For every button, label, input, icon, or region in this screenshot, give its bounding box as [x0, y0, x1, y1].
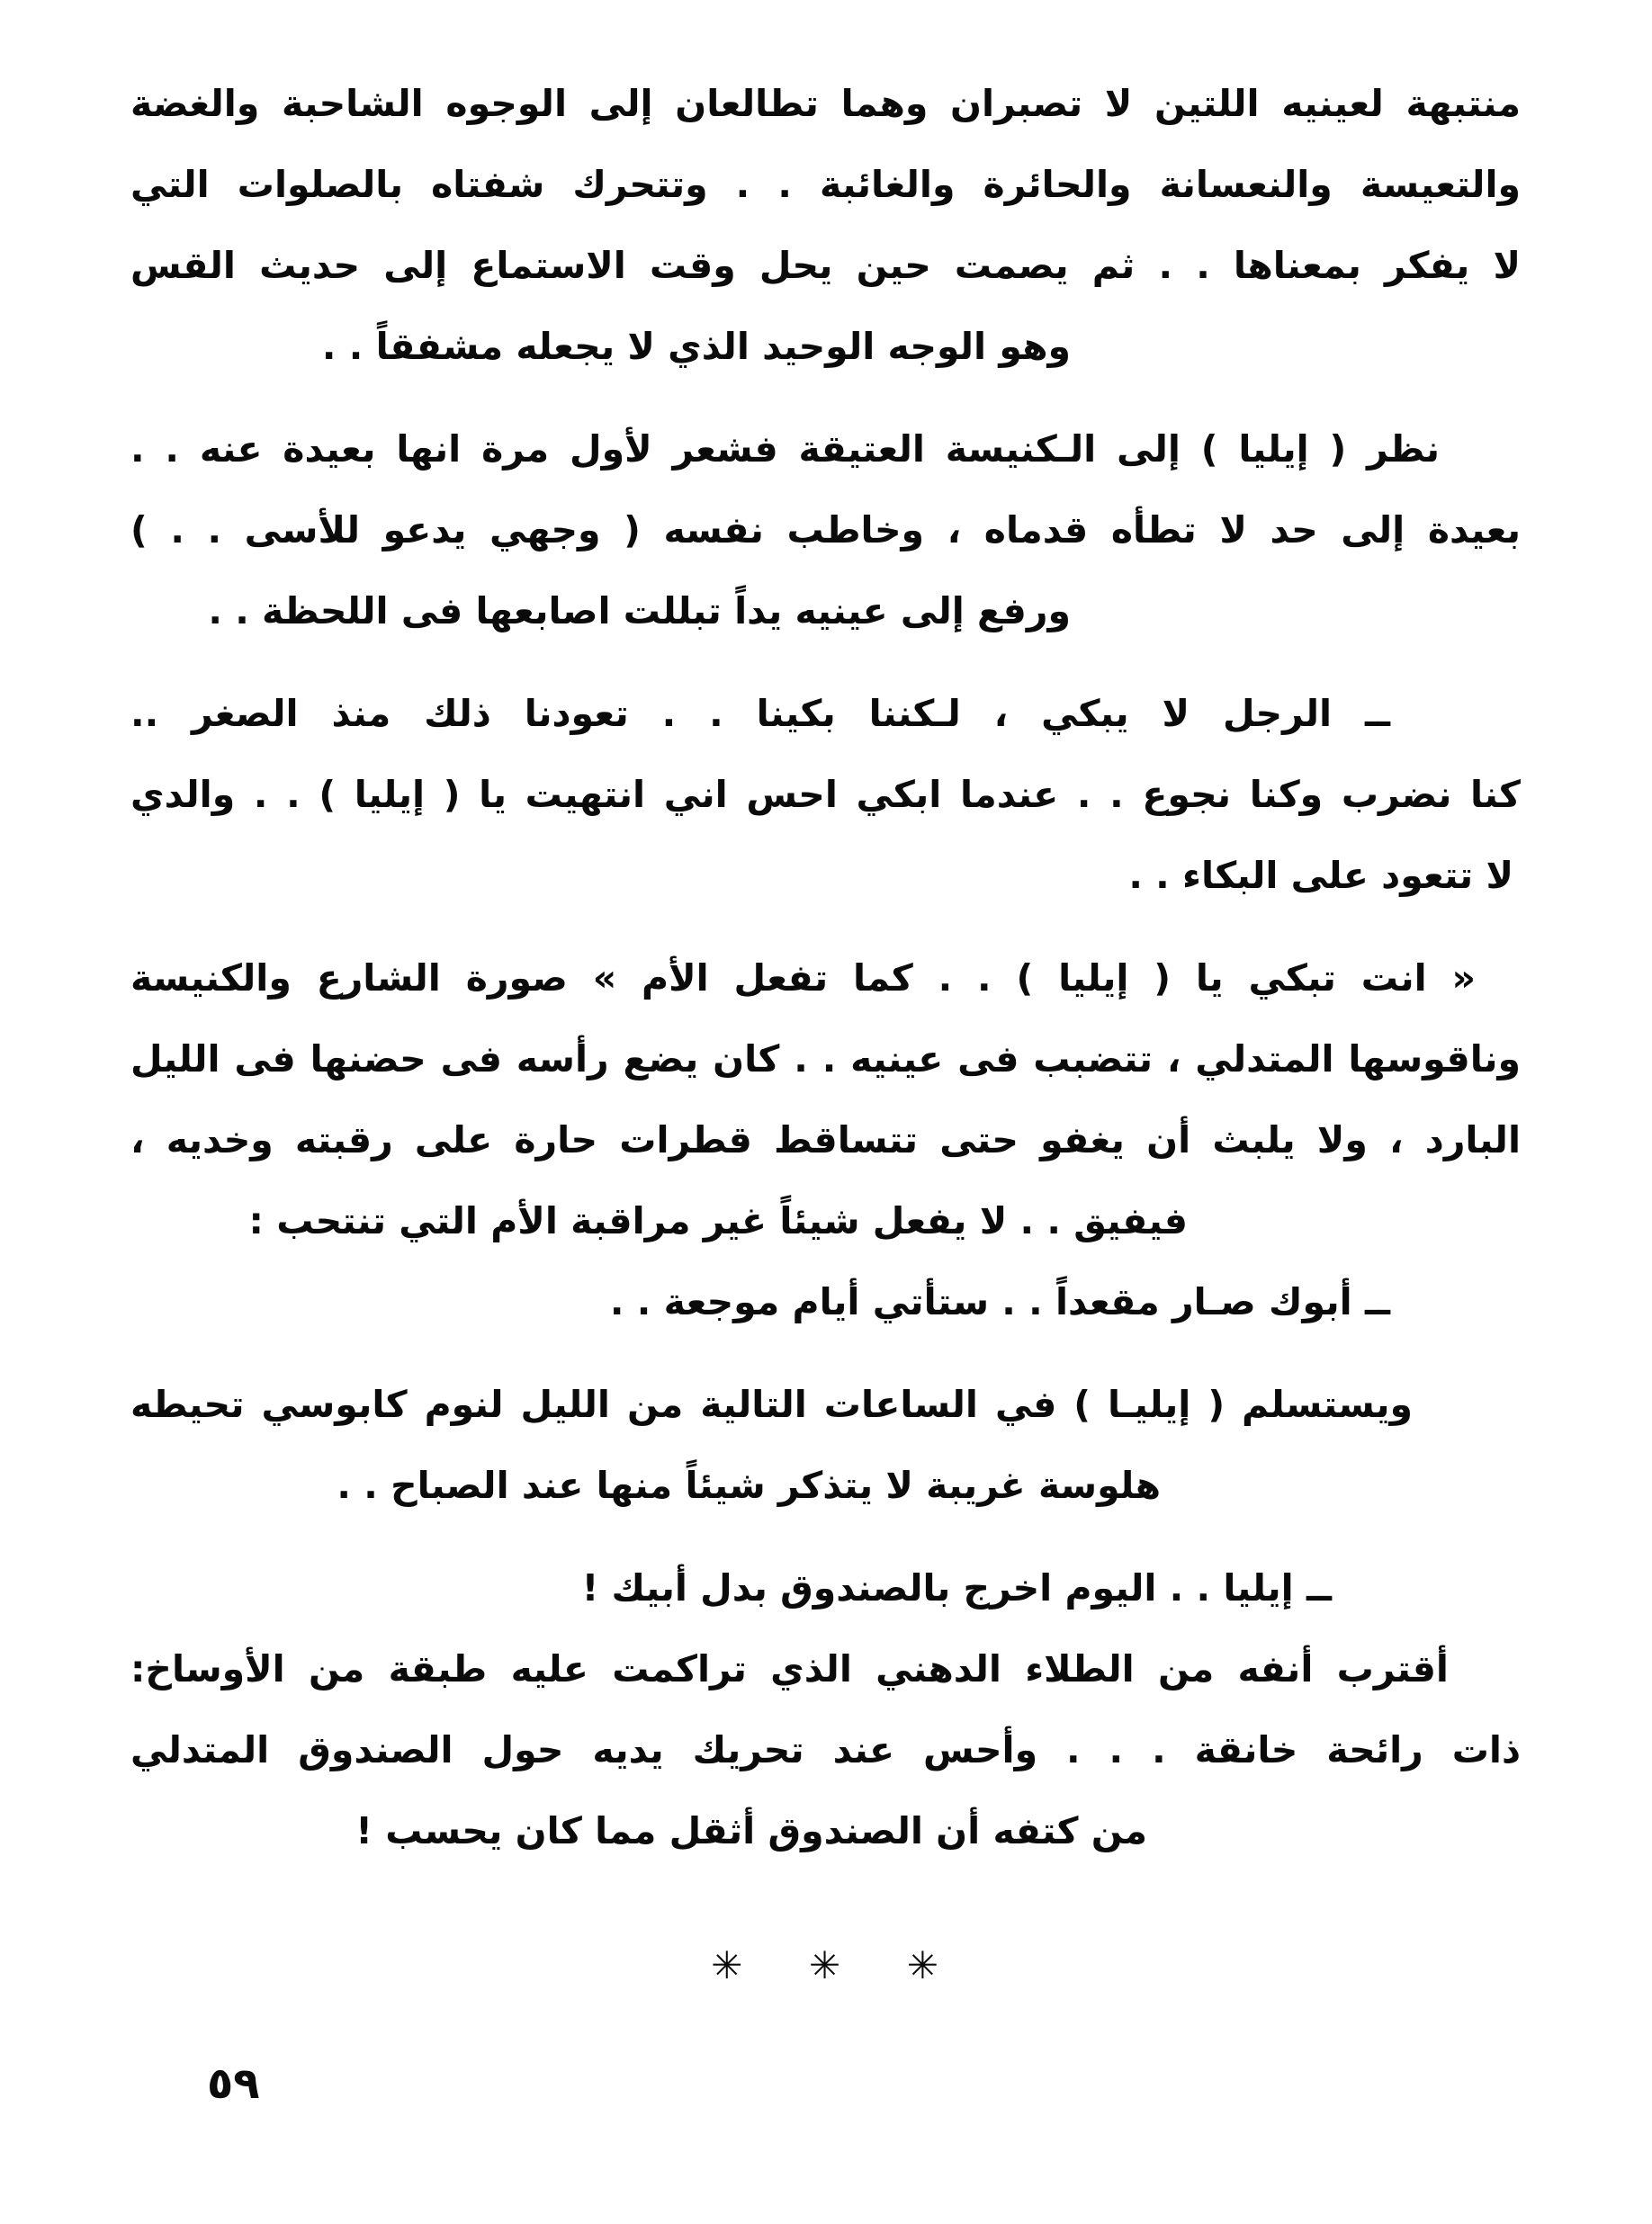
text-line: لا تتعود على البكاء . . [1128, 854, 1513, 897]
text-line: لا يفكر بمعناها . . ثم يصمت حين يحل وقت الاستماع إلى حديث القس [130, 244, 1521, 287]
text-line: البارد ، ولا يلبث أن يغفو حتى تتساقط قطرات حارة على رقبته وخديه ، [130, 1118, 1521, 1161]
text-line: فيفيق . . لا يفعل شيئاً غير مراقبة الأم التي تنتحب : [248, 1199, 1188, 1242]
text-line: ــ الرجل لا يبكي ، لـكننا بكينا . . تعودنا ذلك منذ الصغر .. [130, 692, 1390, 735]
text-line: من كتفه أن الصندوق أثقل مما كان يحسب ! [355, 1809, 1147, 1852]
text-line: كنا نضرب وكنا نجوع . . عندما ابكي احس اني انتهيت يا ( إيليا ) . . والدي [130, 773, 1521, 816]
text-line: والتعيسة والنعسانة والحائرة والغائبة . . وتتحرك شفتاه بالصلوات التي [130, 163, 1521, 206]
text-line: ورفع إلى عينيه يداً تبللت اصابعها فى اللحظة . . [208, 589, 1071, 632]
text-line: « انت تبكي يا ( إيليا ) . . كما تفعل الأم » صورة الشارع والكنيسة [130, 956, 1476, 1000]
text-line: ــ أبوك صـار مقعداً . . ستأتي أيام موجعة . . [609, 1280, 1390, 1323]
text-line: نظر ( إيليا ) إلى الـكنيسة العتيقة فشعر لأول مرة انها بعيدة عنه . . [130, 427, 1440, 471]
text-line: وهو الوجه الوحيد الذي لا يجعله مشفقاً . . [321, 325, 1071, 368]
text-line: ذات رائحة خانقة . . . وأحس عند تحريك يديه حول الصندوق المتدلي [130, 1728, 1521, 1771]
text-block [130, 63, 1521, 1987]
text-line: بعيدة إلى حد لا تطأه قدماه ، وخاطب نفسه ( وجهي يدعو للأسى . . ) [130, 508, 1521, 552]
text-line: هلوسة غريبة لا يتذكر شيئاً منها عند الصباح . . [337, 1464, 1161, 1507]
text-line: أقترب أنفه من الطلاء الدهني الذي تراكمت عليه طبقة من الأوساخ: [130, 1647, 1449, 1690]
text-line: ــ إيليا . . اليوم اخرج بالصندوق بدل أبيك ! [581, 1566, 1332, 1610]
section-break-stars: ✳ ✳ ✳ [711, 1943, 940, 1987]
text-line: ويستسلم ( إيليـا ) في الساعات التالية من الليل لنوم كابوسي تحيطه [130, 1383, 1413, 1426]
text-line: وناقوسها المتدلي ، تتضبب فى عينيه . . كان يضع رأسه فى حضنها فى الليل [130, 1037, 1521, 1081]
text-line: منتبهة لعينيه اللتين لا تصبران وهما تطالعان إلى الوجوه الشاحبة والغضة [130, 82, 1521, 125]
page-number: ٥٩ [207, 2058, 260, 2109]
